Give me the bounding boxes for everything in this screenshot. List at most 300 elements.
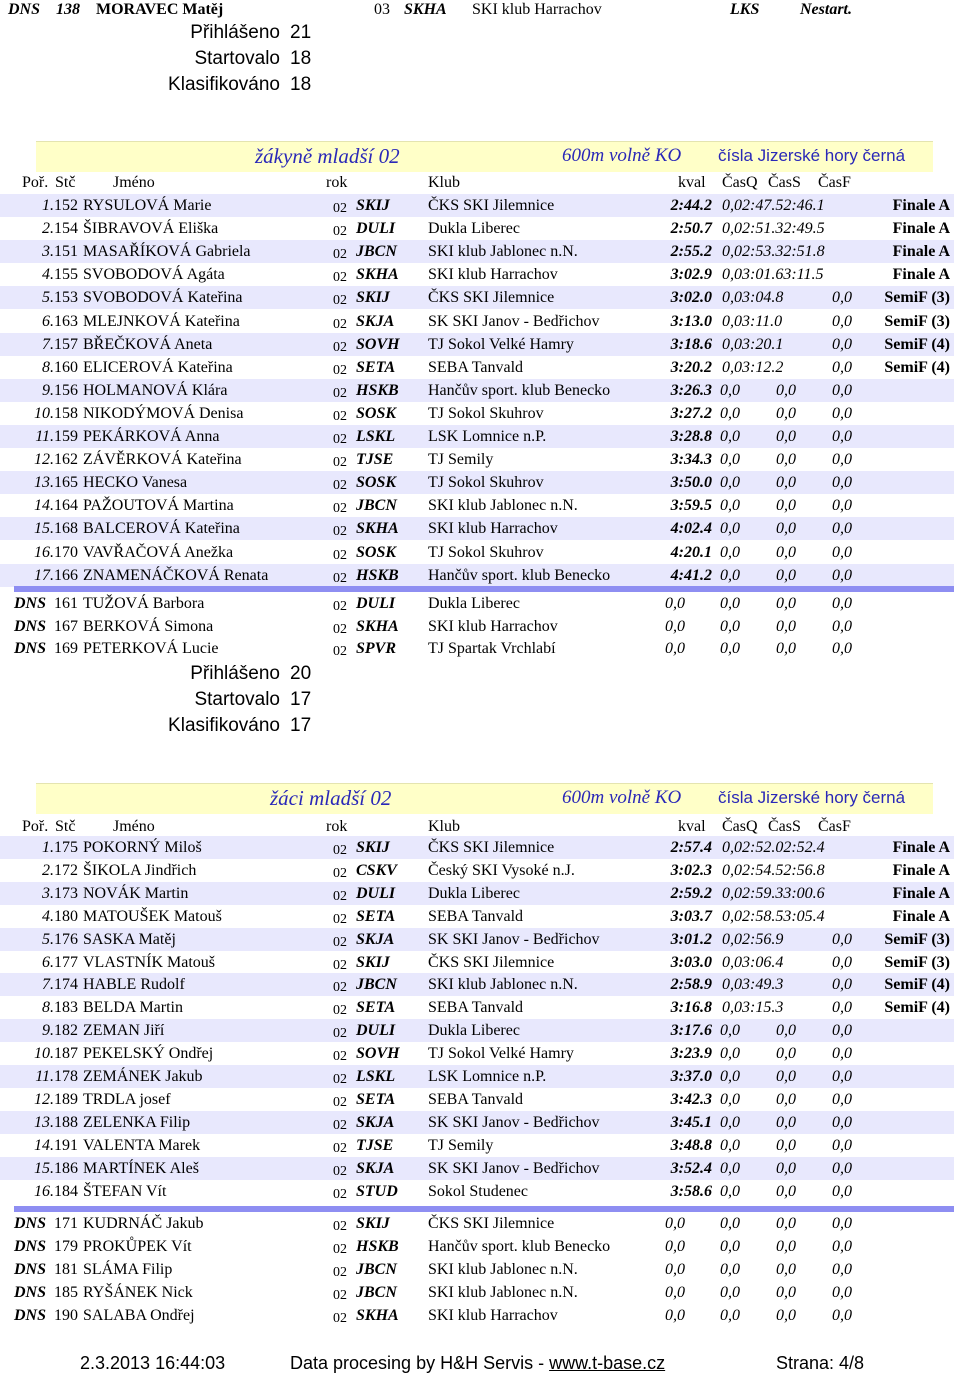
summary-started: 17 bbox=[290, 689, 312, 710]
cell-name: PAŽOUTOVÁ Martina bbox=[83, 497, 234, 515]
cell-dns: DNS bbox=[14, 617, 47, 635]
cell-bib: 167 bbox=[54, 617, 78, 635]
cell-zero: 0,0 bbox=[720, 1182, 740, 1200]
cell-rank: 11. bbox=[35, 428, 54, 445]
cell-bib: 174 bbox=[54, 976, 78, 994]
table-row bbox=[0, 905, 960, 928]
cell-zero: 0,0 bbox=[720, 543, 740, 561]
cell-club-name: TJ Semily bbox=[428, 451, 494, 469]
cell-club-name: Sokol Studenec bbox=[428, 1182, 528, 1200]
cell-name: NOVÁK Martin bbox=[83, 884, 189, 902]
cell-kval: 2:55.2 bbox=[670, 243, 712, 261]
footer-processing bbox=[290, 1352, 665, 1374]
cell-time-f: 0,0 bbox=[832, 953, 852, 971]
cell-club-name: SKI klub Jablonec n.N. bbox=[428, 243, 578, 261]
cell-year: 02 bbox=[333, 524, 347, 540]
cell-kval: 3:50.0 bbox=[670, 474, 712, 492]
cell-club-name: TJ Semily bbox=[428, 1136, 494, 1154]
cell-bib: 154 bbox=[54, 220, 78, 238]
cell-name: ZÁVĚRKOVÁ Kateřina bbox=[83, 451, 242, 469]
cell-rank: 2. bbox=[42, 861, 54, 879]
cell-rank: 1. bbox=[42, 839, 54, 856]
cell-club-code: SKJA bbox=[356, 1159, 395, 1177]
cell-kval: 3:58.6 bbox=[670, 1182, 712, 1200]
cell-zero: 0,0 bbox=[776, 1215, 796, 1232]
cell-bib: 184 bbox=[54, 1182, 78, 1200]
cell-zero: 0,0 bbox=[832, 1045, 852, 1063]
cell-club-name: SEBA Tanvald bbox=[428, 358, 524, 376]
cell-club-name: SEBA Tanvald bbox=[428, 999, 524, 1017]
cell-zero: 0,0 bbox=[720, 1068, 740, 1085]
cell-times: 0,03:06.4 bbox=[722, 953, 784, 971]
cell-zero: 0,0 bbox=[776, 1182, 796, 1200]
cell-club-code: JBCN bbox=[356, 243, 397, 261]
cell-final: SemiF (4) bbox=[884, 335, 950, 353]
cell-club-code: SETA bbox=[356, 358, 396, 376]
cell-times: 0,03:15.3 bbox=[722, 999, 784, 1017]
cell-club-name: SEBA Tanvald bbox=[428, 907, 524, 925]
top-club-code: SKHA bbox=[404, 1, 447, 18]
cell-bib: 180 bbox=[54, 907, 78, 925]
cell-club-code: SKHA bbox=[356, 1307, 399, 1324]
cell-year: 02 bbox=[333, 865, 347, 881]
cell-rank: 15. bbox=[34, 520, 54, 538]
cell-name: ŠIKOLA Jindřich bbox=[83, 861, 197, 879]
cell-year: 02 bbox=[333, 408, 347, 424]
cell-bib: 190 bbox=[54, 1307, 78, 1324]
cell-club-code: SKJA bbox=[356, 1113, 395, 1131]
cell-kval: 3:28.8 bbox=[670, 428, 712, 445]
table-row bbox=[0, 1157, 960, 1180]
cell-name: ZEMAN Jiří bbox=[83, 1022, 165, 1040]
category-distance: 600m volně KO bbox=[562, 145, 682, 166]
summary-classified: 18 bbox=[290, 74, 312, 95]
table-row bbox=[0, 882, 960, 905]
cell-zero: 0,0 bbox=[720, 1215, 740, 1232]
cell-bib: 157 bbox=[54, 335, 78, 353]
cell-rank: 8. bbox=[42, 999, 54, 1017]
cell-zero: 0,0 bbox=[720, 1113, 740, 1131]
cell-club-code: SETA bbox=[356, 999, 396, 1017]
header-s: ČasS bbox=[768, 174, 801, 191]
cell-bib: 177 bbox=[54, 953, 78, 971]
cell-year: 02 bbox=[333, 1163, 347, 1179]
cell-bib: 168 bbox=[54, 520, 78, 538]
table-row bbox=[0, 194, 960, 217]
cell-time-f: 0,0 bbox=[832, 930, 852, 948]
cell-bib: 169 bbox=[54, 640, 78, 657]
cell-final: SemiF (4) bbox=[884, 999, 950, 1017]
cell-times: 0,02:52.02:52.4 bbox=[722, 839, 825, 856]
cell-times: 0,02:58.53:05.4 bbox=[722, 907, 825, 925]
cell-dns: DNS bbox=[14, 1307, 47, 1324]
cell-bib: 181 bbox=[54, 1261, 78, 1278]
cell-zero: 0,0 bbox=[832, 1113, 852, 1131]
cell-name: BŘEČKOVÁ Aneta bbox=[83, 335, 213, 353]
cell-club-name: SKI klub Jablonec n.N. bbox=[428, 976, 578, 994]
cell-club-name: SK SKI Janov - Bedřichov bbox=[428, 1113, 600, 1131]
cell-kval: 3:02.3 bbox=[670, 861, 712, 879]
cell-year: 02 bbox=[333, 888, 347, 904]
table-row bbox=[0, 217, 960, 240]
cell-year: 02 bbox=[333, 934, 347, 950]
footer-link[interactable]: www.t-base.cz bbox=[549, 1353, 666, 1373]
top-year: 03 bbox=[374, 1, 390, 18]
cell-final: Finale A bbox=[892, 839, 950, 856]
header-stc: Stč bbox=[55, 174, 76, 191]
cell-club-name: SK SKI Janov - Bedřichov bbox=[428, 1159, 600, 1177]
cell-kval: 2:59.2 bbox=[670, 884, 712, 902]
cell-final: Finale A bbox=[892, 266, 950, 284]
cell-club-name: SKI klub Jablonec n.N. bbox=[428, 1284, 578, 1301]
cell-times: 0,02:47.52:46.1 bbox=[722, 197, 825, 214]
cell-year: 02 bbox=[333, 599, 347, 614]
category-title: žáci mladší 02 bbox=[270, 786, 392, 810]
cell-final: Finale A bbox=[892, 907, 950, 925]
cell-bib: 173 bbox=[54, 884, 78, 902]
cell-year: 02 bbox=[333, 547, 347, 563]
cell-bib: 153 bbox=[54, 289, 78, 307]
cell-bib: 162 bbox=[54, 451, 78, 469]
cell-final: SemiF (3) bbox=[884, 312, 950, 330]
cell-time-f: 0,0 bbox=[832, 289, 852, 307]
dns-row bbox=[0, 615, 960, 638]
cell-kval: 3:52.4 bbox=[670, 1159, 712, 1177]
cell-zero: 0,0 bbox=[776, 428, 796, 445]
cell-rank: 1. bbox=[42, 197, 54, 214]
cell-club-name: SEBA Tanvald bbox=[428, 1090, 524, 1108]
cell-kval: 3:45.1 bbox=[670, 1113, 712, 1131]
top-status: Nestart. bbox=[800, 1, 852, 18]
top-name: MORAVEC Matěj bbox=[96, 1, 224, 18]
table-row bbox=[0, 836, 960, 859]
cell-zero: 0,0 bbox=[720, 1090, 740, 1108]
cell-club-name: SKI klub Harrachov bbox=[428, 1307, 558, 1324]
cell-time-f: 0,0 bbox=[832, 358, 852, 376]
cell-club-name: ČKS SKI Jilemnice bbox=[428, 1215, 555, 1232]
cell-zero: 0,0 bbox=[832, 1136, 852, 1154]
cell-kval: 3:26.3 bbox=[670, 381, 712, 399]
cell-times: 0,02:51.32:49.5 bbox=[722, 220, 825, 238]
table-row bbox=[0, 356, 960, 379]
cell-club-code: SKIJ bbox=[356, 839, 390, 856]
cell-zero: 0,0 bbox=[832, 617, 852, 635]
cell-bib: 186 bbox=[54, 1159, 78, 1177]
cell-dns: DNS bbox=[14, 1284, 47, 1301]
table-row bbox=[0, 928, 960, 951]
cell-zero: 0,0 bbox=[665, 1284, 685, 1301]
cell-year: 02 bbox=[333, 1094, 347, 1110]
cell-zero: 0,0 bbox=[832, 1090, 852, 1108]
cell-zero: 0,0 bbox=[665, 1261, 685, 1278]
cell-year: 02 bbox=[333, 1003, 347, 1019]
cell-club-code: DULI bbox=[356, 220, 396, 238]
table-row bbox=[0, 951, 960, 974]
category-bib-colors: čísla Jizerské hory černá bbox=[718, 146, 906, 165]
cell-bib: 183 bbox=[54, 999, 78, 1017]
table-row bbox=[0, 517, 960, 540]
cell-bib: 191 bbox=[54, 1136, 78, 1154]
cell-zero: 0,0 bbox=[776, 617, 796, 635]
header-s: ČasS bbox=[768, 818, 801, 835]
cell-name: ŠIBRAVOVÁ Eliška bbox=[83, 220, 219, 238]
cell-club-code: STUD bbox=[356, 1182, 398, 1200]
header-q: ČasQ bbox=[722, 174, 758, 191]
summary-started-label: Startovalo bbox=[194, 48, 280, 69]
cell-zero: 0,0 bbox=[665, 1238, 685, 1255]
cell-club-code: JBCN bbox=[356, 497, 397, 515]
cell-kval: 3:37.0 bbox=[670, 1068, 712, 1085]
cell-year: 02 bbox=[333, 980, 347, 996]
cell-zero: 0,0 bbox=[832, 1022, 852, 1040]
cell-kval: 2:44.2 bbox=[670, 197, 712, 214]
cell-bib: 151 bbox=[54, 243, 78, 261]
summary-registered: 21 bbox=[290, 22, 312, 43]
cell-zero: 0,0 bbox=[832, 543, 852, 561]
cell-bib: 179 bbox=[54, 1238, 78, 1255]
cell-club-code: SKJA bbox=[356, 930, 395, 948]
cell-rank: 9. bbox=[42, 381, 54, 399]
cell-name: PEKÁRKOVÁ Anna bbox=[83, 428, 220, 445]
cell-name: SVOBODOVÁ Kateřina bbox=[83, 289, 243, 307]
header-rok: rok bbox=[326, 174, 348, 191]
cell-club-code: SKJA bbox=[356, 312, 395, 330]
cell-rank: 12. bbox=[34, 1090, 54, 1108]
table-row bbox=[0, 1180, 960, 1203]
cell-rank: 10. bbox=[34, 1045, 54, 1063]
cell-club-code: SKHA bbox=[356, 520, 399, 538]
cell-zero: 0,0 bbox=[720, 474, 740, 492]
cell-bib: 176 bbox=[54, 930, 78, 948]
cell-club-name: Hančův sport. klub Benecko bbox=[428, 1238, 611, 1255]
cell-name: ŠTEFAN Vít bbox=[83, 1182, 167, 1200]
cell-kval: 3:48.8 bbox=[670, 1136, 712, 1154]
cell-zero: 0,0 bbox=[720, 1284, 740, 1301]
table-header bbox=[0, 816, 960, 838]
cell-kval: 3:34.3 bbox=[670, 451, 712, 469]
header-name: Jméno bbox=[113, 818, 155, 835]
cell-club-code: HSKB bbox=[356, 381, 399, 399]
cell-name: SASKA Matěj bbox=[83, 930, 176, 948]
cell-rank: 14. bbox=[34, 497, 54, 515]
cell-club-name: SKI klub Jablonec n.N. bbox=[428, 497, 578, 515]
cell-club-name: SK SKI Janov - Bedřichov bbox=[428, 312, 600, 330]
table-row bbox=[0, 1134, 960, 1157]
cell-name: TRDLA josef bbox=[83, 1090, 171, 1108]
cell-times: 0,03:12.2 bbox=[722, 358, 784, 376]
cell-club-code: SOSK bbox=[356, 404, 397, 422]
cell-year: 02 bbox=[333, 644, 347, 659]
cell-name: BERKOVÁ Simona bbox=[83, 617, 214, 635]
cell-final: SemiF (3) bbox=[884, 930, 950, 948]
cell-zero: 0,0 bbox=[776, 1307, 796, 1324]
cell-bib: 165 bbox=[54, 474, 78, 492]
cell-zero: 0,0 bbox=[776, 543, 796, 561]
cell-club-name: ČKS SKI Jilemnice bbox=[428, 953, 555, 971]
cell-name: BALCEROVÁ Kateřina bbox=[83, 520, 240, 538]
cell-club-name: Dukla Liberec bbox=[428, 1022, 520, 1040]
cell-year: 02 bbox=[333, 270, 347, 286]
cell-club-name: Dukla Liberec bbox=[428, 595, 520, 612]
cell-kval: 3:23.9 bbox=[670, 1045, 712, 1063]
cell-year: 02 bbox=[333, 570, 347, 586]
cell-name: RYSULOVÁ Marie bbox=[83, 197, 212, 214]
cell-final: Finale A bbox=[892, 861, 950, 879]
cell-zero: 0,0 bbox=[776, 1113, 796, 1131]
cell-zero: 0,0 bbox=[776, 1022, 796, 1040]
cell-year: 02 bbox=[333, 432, 347, 447]
cell-club-code: SOSK bbox=[356, 474, 397, 492]
cell-zero: 0,0 bbox=[720, 451, 740, 469]
summary-started-label: Startovalo bbox=[194, 689, 280, 710]
cell-zero: 0,0 bbox=[776, 1090, 796, 1108]
cell-rank: 5. bbox=[42, 930, 54, 948]
cell-zero: 0,0 bbox=[832, 428, 852, 445]
cell-zero: 0,0 bbox=[776, 1238, 796, 1255]
cell-bib: 166 bbox=[54, 566, 78, 584]
cell-year: 02 bbox=[333, 843, 347, 858]
cell-year: 02 bbox=[333, 455, 347, 471]
cell-kval: 3:16.8 bbox=[670, 999, 712, 1017]
cell-club-code: JBCN bbox=[356, 1261, 397, 1278]
summary-classified-label: Klasifikováno bbox=[168, 715, 280, 736]
header-por: Poř. bbox=[22, 174, 49, 191]
cell-club-code: LSKL bbox=[356, 1068, 396, 1085]
footer-processing-text: Data procesing by H&H Servis - bbox=[290, 1353, 550, 1373]
cell-club-name: TJ Sokol Skuhrov bbox=[428, 474, 544, 492]
cell-name: HOLMANOVÁ Klára bbox=[83, 381, 228, 399]
cell-final: Finale A bbox=[892, 197, 950, 214]
cell-club-name: Hančův sport. klub Benecko bbox=[428, 381, 611, 399]
cell-rank: 13. bbox=[34, 474, 54, 492]
cell-club-name: Dukla Liberec bbox=[428, 220, 520, 238]
table-row bbox=[0, 1019, 960, 1042]
top-dns-label: DNS bbox=[8, 1, 41, 18]
cell-kval: 2:58.9 bbox=[670, 976, 712, 994]
cell-time-f: 0,0 bbox=[832, 976, 852, 994]
cell-zero: 0,0 bbox=[832, 1307, 852, 1324]
header-kval: kval bbox=[678, 174, 706, 191]
cell-times: 0,03:49.3 bbox=[722, 976, 784, 994]
cell-rank: 3. bbox=[42, 243, 54, 261]
cell-club-name: SKI klub Jablonec n.N. bbox=[428, 1261, 578, 1278]
cell-times: 0,02:54.52:56.8 bbox=[722, 861, 825, 879]
cell-name: MARTÍNEK Aleš bbox=[83, 1159, 199, 1177]
table-row bbox=[0, 379, 960, 402]
dns-row bbox=[0, 637, 960, 660]
cell-rank: 15. bbox=[34, 1159, 54, 1177]
table-row bbox=[0, 1088, 960, 1111]
cell-club-name: SK SKI Janov - Bedřichov bbox=[428, 930, 600, 948]
cell-bib: 172 bbox=[54, 861, 78, 879]
cell-zero: 0,0 bbox=[832, 520, 852, 538]
cell-name: HABLE Rudolf bbox=[83, 976, 185, 994]
cell-zero: 0,0 bbox=[720, 428, 740, 445]
cell-bib: 159 bbox=[54, 428, 78, 445]
cell-name: ZEMÁNEK Jakub bbox=[83, 1068, 203, 1085]
header-club: Klub bbox=[428, 174, 460, 191]
cell-rank: 6. bbox=[42, 312, 54, 330]
header-f: ČasF bbox=[818, 818, 851, 835]
table-row bbox=[0, 541, 960, 564]
cell-rank: 10. bbox=[34, 404, 54, 422]
cell-final: Finale A bbox=[892, 243, 950, 261]
cell-club-name: LSK Lomnice n.P. bbox=[428, 428, 547, 445]
cell-name: HECKO Vanesa bbox=[83, 474, 188, 492]
cell-rank: 17. bbox=[34, 566, 54, 584]
header-f: ČasF bbox=[818, 174, 851, 191]
cell-zero: 0,0 bbox=[776, 1261, 796, 1278]
table-row bbox=[0, 973, 960, 996]
cell-zero: 0,0 bbox=[665, 617, 685, 635]
cell-zero: 0,0 bbox=[720, 1159, 740, 1177]
cell-bib: 160 bbox=[54, 358, 78, 376]
cell-year: 02 bbox=[333, 201, 347, 216]
cell-zero: 0,0 bbox=[832, 1238, 852, 1255]
cell-club-code: DULI bbox=[356, 884, 396, 902]
cell-name: PROKŮPEK Vít bbox=[83, 1238, 192, 1255]
cell-year: 02 bbox=[333, 247, 347, 263]
cell-club-code: JBCN bbox=[356, 976, 397, 994]
cell-zero: 0,0 bbox=[832, 1068, 852, 1085]
top-bib: 138 bbox=[56, 1, 80, 18]
cell-club-code: CSKV bbox=[356, 861, 397, 879]
cell-bib: 178 bbox=[54, 1068, 78, 1085]
cell-club-name: ČKS SKI Jilemnice bbox=[428, 839, 555, 856]
cell-zero: 0,0 bbox=[832, 451, 852, 469]
cell-club-code: HSKB bbox=[356, 566, 399, 584]
table-row bbox=[0, 859, 960, 882]
cell-club-code: LSKL bbox=[356, 428, 396, 445]
cell-club-code: SKIJ bbox=[356, 197, 390, 214]
table-row bbox=[0, 425, 960, 448]
cell-rank: 3. bbox=[42, 884, 54, 902]
cell-club-name: Český SKI Vysoké n.J. bbox=[428, 861, 575, 879]
cell-year: 02 bbox=[333, 478, 347, 494]
table-row bbox=[0, 240, 960, 263]
top-lks: LKS bbox=[730, 1, 760, 18]
summary-registered: 20 bbox=[290, 663, 312, 684]
summary-registered-label: Přihlášeno bbox=[190, 663, 280, 684]
cell-club-code: DULI bbox=[356, 595, 396, 612]
cell-bib: 161 bbox=[54, 595, 78, 612]
cell-club-code: DULI bbox=[356, 1022, 396, 1040]
header-name: Jméno bbox=[113, 174, 155, 191]
cell-club-code: SOSK bbox=[356, 543, 397, 561]
cell-zero: 0,0 bbox=[776, 381, 796, 399]
cell-club-code: SKIJ bbox=[356, 1215, 390, 1232]
cell-zero: 0,0 bbox=[776, 1136, 796, 1154]
cell-name: SLÁMA Filip bbox=[83, 1261, 173, 1278]
cell-zero: 0,0 bbox=[832, 474, 852, 492]
table-row bbox=[0, 1042, 960, 1065]
cell-rank: 2. bbox=[42, 220, 54, 238]
cell-club-name: Dukla Liberec bbox=[428, 884, 520, 902]
cell-zero: 0,0 bbox=[832, 595, 852, 612]
cell-year: 02 bbox=[333, 911, 347, 927]
table-row bbox=[0, 471, 960, 494]
cell-final: Finale A bbox=[892, 884, 950, 902]
top-club-name: SKI klub Harrachov bbox=[472, 1, 602, 18]
cell-zero: 0,0 bbox=[720, 1238, 740, 1255]
cell-time-f: 0,0 bbox=[832, 335, 852, 353]
cell-year: 02 bbox=[333, 1265, 347, 1280]
cell-rank: 12. bbox=[34, 451, 54, 469]
cell-kval: 3:20.2 bbox=[670, 358, 712, 376]
cell-zero: 0,0 bbox=[720, 497, 740, 515]
cell-kval: 4:02.4 bbox=[670, 520, 712, 538]
header-por: Poř. bbox=[22, 818, 49, 835]
